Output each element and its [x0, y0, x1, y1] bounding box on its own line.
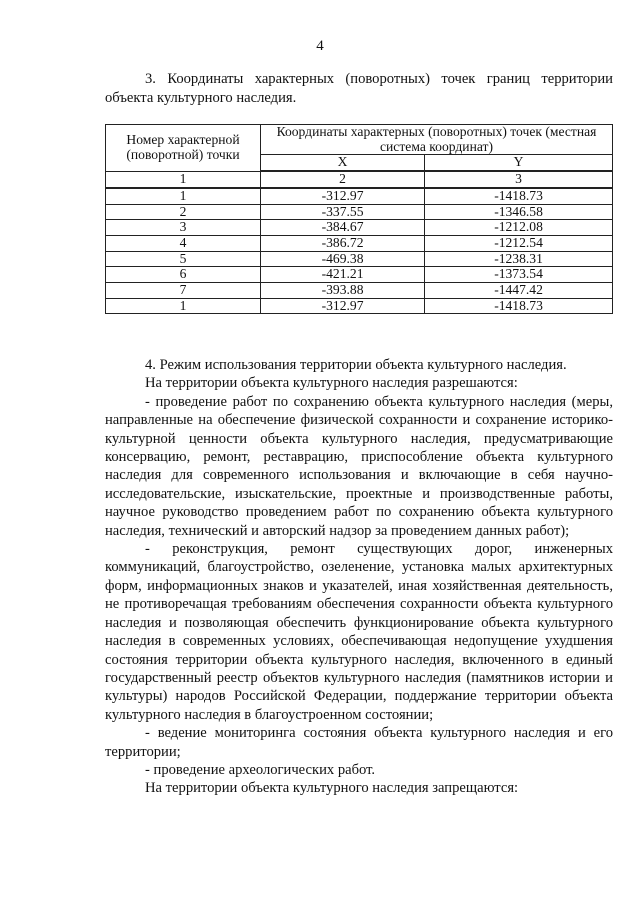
cell-point: 3 — [106, 220, 261, 236]
cell-y: -1346.58 — [425, 204, 613, 220]
cell-y: -1238.31 — [425, 251, 613, 267]
column-number-2: 2 — [261, 171, 425, 188]
allowed-item-reconstruction: - реконструкция, ремонт существующих дорог, инженерных коммуникаций, благоустройство, озеленение, установка малых архитектурных форм, информационных знаков и указателей, иная хозяйственная деятельность, не противоречащая требованиям обеспечения сохранности объекта культурного наследия и позволяющая обеспечить функционирование объекта культурного наследия в современных условиях, обеспечивающая недопущение ухудшения состояния территории объекта культурного наследия, включенного в единый государственный реестр объектов культурного наследия (памятников истории и культуры) народов Российской Федерации, поддержание территории объекта культурного наследия в благоустроенном состоянии; — [105, 541, 613, 723]
cell-x: -421.21 — [261, 267, 425, 283]
allowed-intro: На территории объекта культурного наследия разрешаются: — [145, 375, 518, 392]
table-header-row — [106, 125, 613, 155]
table-row — [106, 235, 613, 251]
cell-x: -393.88 — [261, 283, 425, 299]
table-row — [106, 298, 613, 314]
table-row — [106, 283, 613, 299]
cell-x: -312.97 — [261, 298, 425, 314]
cell-x: -337.55 — [261, 204, 425, 220]
table-row — [106, 204, 613, 220]
table-row — [106, 267, 613, 283]
table-row — [106, 220, 613, 236]
section-3-text: 3. Координаты характерных (поворотных) точек границ территории объекта культурного наследия. — [105, 71, 613, 106]
table-row — [106, 251, 613, 267]
header-x: X — [261, 155, 425, 171]
cell-point: 6 — [106, 267, 261, 283]
column-number-3: 3 — [425, 171, 613, 188]
allowed-item-monitoring: - ведение мониторинга состояния объекта культурного наследия и его территории; — [105, 725, 613, 760]
header-coordinates-group: Координаты характерных (поворотных) точек (местная система координат) — [261, 125, 613, 155]
cell-x: -469.38 — [261, 251, 425, 267]
cell-point: 5 — [106, 251, 261, 267]
section-4-body — [105, 356, 613, 798]
cell-point: 2 — [106, 204, 261, 220]
cell-point: 4 — [106, 235, 261, 251]
column-number-1: 1 — [106, 171, 261, 188]
allowed-item-conservation: - проведение работ по сохранению объекта культурного наследия (меры, направленные на обеспечение физической сохранности и сохранение историко-культурной ценности объекта культурного наследия, предусматривающие консервацию, ремонт, реставрацию, приспособление объекта культурного наследия для современного использования и включающие в себя научно-исследовательские, изыскательские, проектные и производственные работы, научное руководство проведением работ по сохранению объекта культурного наследия, технический и авторский надзор за проведением данных работ); — [105, 393, 613, 539]
cell-y: -1373.54 — [425, 267, 613, 283]
column-numbering-row — [106, 171, 613, 188]
page-number: 4 — [316, 38, 324, 54]
section-4-title: 4. Режим использования территории объекта культурного наследия. — [145, 357, 567, 373]
allowed-item-archaeology: - проведение археологических работ. — [145, 761, 376, 778]
cell-x: -386.72 — [261, 235, 425, 251]
cell-point: 1 — [106, 188, 261, 204]
prohibited-intro: На территории объекта культурного наследия запрещаются: — [145, 780, 519, 797]
cell-point: 1 — [106, 298, 261, 314]
table-row — [106, 188, 613, 204]
cell-y: -1418.73 — [425, 188, 613, 204]
header-point-number: Номер характерной (поворотной) точки — [106, 125, 261, 172]
cell-x: -384.67 — [261, 220, 425, 236]
cell-y: -1212.08 — [425, 220, 613, 236]
cell-x: -312.97 — [261, 188, 425, 204]
cell-y: -1418.73 — [425, 298, 613, 314]
cell-y: -1447.42 — [425, 283, 613, 299]
cell-point: 7 — [106, 283, 261, 299]
cell-y: -1212.54 — [425, 235, 613, 251]
coordinates-table — [105, 124, 613, 314]
header-y: Y — [425, 155, 613, 171]
section-3-heading — [105, 70, 613, 108]
